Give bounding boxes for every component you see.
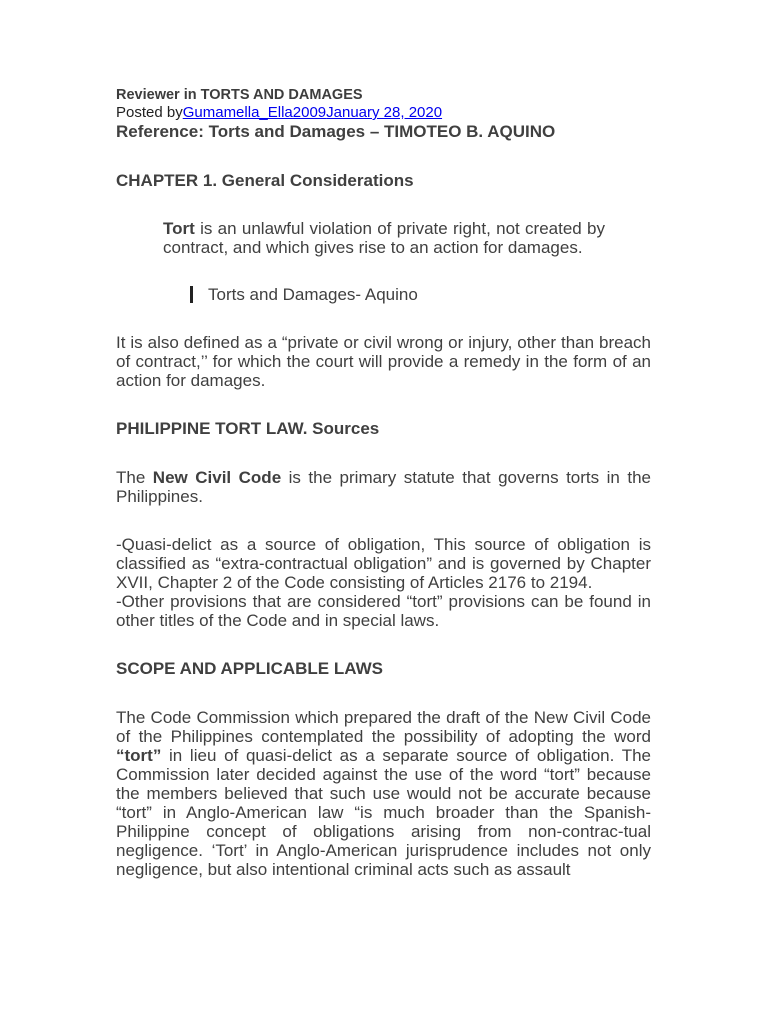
- other-provisions-paragraph: -Other provisions that are considered “tort” provisions can be found in other titles of the Code and in special laws.: [116, 592, 651, 630]
- quote-citation: [190, 285, 651, 304]
- document-content: [116, 87, 651, 879]
- quote-text: is an unlawful violation of private right, not created by contract, and which gives rise to an action for damages.: [163, 219, 605, 257]
- citation-bar: [190, 286, 193, 303]
- civil-code-paragraph: [116, 468, 651, 506]
- sources-heading: PHILIPPINE TORT LAW. Sources: [116, 419, 380, 438]
- civil-code-pre: The: [116, 468, 153, 487]
- code-commission-paragraph: [116, 708, 651, 879]
- definition-paragraph: It is also defined as a “private or civil wrong or injury, other than breach of contract,’’ for which the court will provide a remedy in the form of an action for damages.: [116, 333, 651, 390]
- tort-term: “tort”: [116, 746, 162, 765]
- quote-term: Tort: [163, 219, 195, 238]
- citation-text: Torts and Damages- Aquino: [208, 285, 418, 304]
- reference-line: Reference: Torts and Damages – TIMOTEO B. AQUINO: [116, 122, 556, 141]
- quasi-delict-paragraph: -Quasi-delict as a source of obligation, This source of obligation is classified as “extra-contractual obligation” and is governed by Chapter XVII, Chapter 2 of the Code consisting of Articles 2176 to 2194.: [116, 535, 651, 592]
- posted-by-label: Posted by: [116, 104, 183, 121]
- post-title: Reviewer in TORTS AND DAMAGES: [116, 87, 363, 103]
- date-link[interactable]: January 28, 2020: [326, 104, 443, 121]
- civil-code-term: New Civil Code: [152, 468, 282, 487]
- author-link[interactable]: Gumamella_Ella2009: [182, 104, 327, 121]
- commission-pre: The Code Commission which prepared the draft of the New Civil Code of the Philippines contemplated the possibility of adopting the word: [116, 708, 651, 746]
- post-meta: [116, 104, 651, 121]
- scope-heading: SCOPE AND APPLICABLE LAWS: [116, 659, 383, 678]
- commission-post: in lieu of quasi-delict as a separate source of obligation. The Commission later decided against the use of the word “tort” because the members believed that such use would not be accurate because “tort” in Anglo-American law “is much broader than the Spanish-Philippine concept of obligations arising from non-contrac-tual negligence. ‘Tort’ in Anglo-American jurisprudence includes not only negligence, but also intentional criminal acts such as assault: [116, 746, 651, 879]
- chapter-heading: CHAPTER 1. General Considerations: [116, 171, 414, 190]
- civil-code-post: is the primary statute that governs torts in the Philippines.: [116, 468, 651, 506]
- tort-definition-quote: [163, 219, 605, 257]
